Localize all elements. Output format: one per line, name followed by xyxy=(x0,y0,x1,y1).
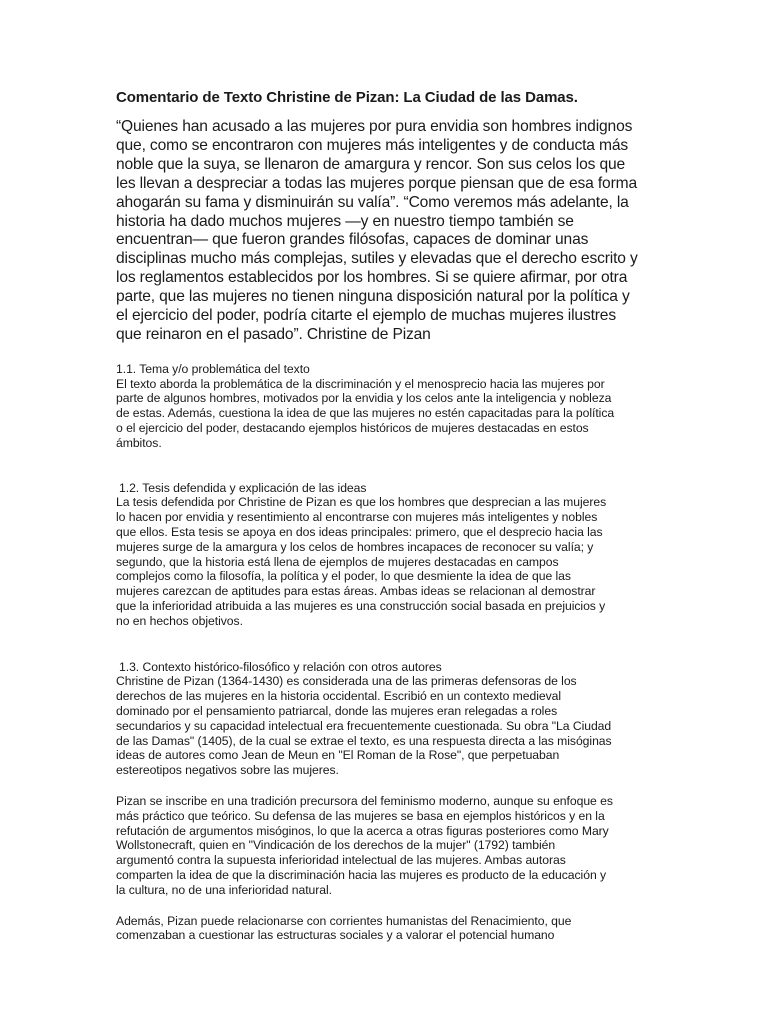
quote-line: el ejercicio del poder, podría citarte el ejemplo de muchas mujeres ilustres xyxy=(116,307,616,325)
quote-line: disciplinas mucho más complejas, sutiles y elevadas que el derecho escrito y xyxy=(116,250,638,268)
body-line: comparten la idea de que la discriminación hacia las mujeres es producto de la educación y xyxy=(116,867,607,882)
body-line: secundarios y su capacidad intelectual era frecuentemente cuestionada. Su obra "La Ciudad xyxy=(116,718,612,733)
document-page xyxy=(116,88,660,943)
body-line: El texto aborda la problemática de la discriminación y el menosprecio hacia las mujeres por xyxy=(116,376,605,391)
quote-line: “Quienes han acusado a las mujeres por pura envidia son hombres indignos xyxy=(116,118,633,135)
body-line: dominado por el pensamiento patriarcal, donde las mujeres eran relegadas a roles xyxy=(116,704,558,719)
body-line: de estas. Además, cuestiona la idea de que las mujeres no estén capacitadas para la política xyxy=(116,406,615,421)
quote-line: que, como se encontraron con mujeres más inteligentes y de conducta más xyxy=(116,136,629,154)
body-line: de las Damas" (1405), de la cual se extrae el texto, es una respuesta directa a las misóginas xyxy=(116,733,612,748)
quote-line: parte, que las mujeres no tienen ninguna disposición natural por la política y xyxy=(116,288,630,306)
body-line: Pizan se inscribe en una tradición precursora del feminismo moderno, aunque su enfoque es xyxy=(116,794,613,808)
section-heading: 1.3. Contexto histórico-filosófico y relación con otros autores xyxy=(119,659,442,674)
body-line: mujeres carezcan de aptitudes para estas áreas. Ambas ideas se relacionan al demostrar xyxy=(116,584,596,599)
body-line: que la inferioridad atribuida a las mujeres es una construcción social basada en prejuicios y xyxy=(116,599,606,614)
body-line: Wollstonecraft, quien en "Vindicación de los derechos de la mujer" (1792) también xyxy=(116,838,556,853)
paragraph-wollstonecraft xyxy=(116,794,660,898)
body-line: más práctico que teórico. Su defensa de las mujeres se basa en ejemplos históricos y en la xyxy=(116,808,605,823)
body-line: segundo, que la historia está llena de ejemplos de mujeres destacadas en campos xyxy=(116,554,559,569)
body-line: argumentó contra la supuesta inferioridad intelectual de las mujeres. Ambas autoras xyxy=(116,853,566,868)
body-line: parte de algunos hombres, motivados por la envidia y los celos ante la inteligencia y nobleza xyxy=(116,391,612,406)
body-line: estereotipos negativos sobre las mujeres. xyxy=(116,763,339,778)
body-line: mujeres surge de la amargura y los celos de hombres incapaces de reconocer su valía; y xyxy=(116,539,594,554)
section-tema xyxy=(116,362,660,451)
body-line: La tesis defendida por Christine de Pizan es que los hombres que desprecian a las mujeres xyxy=(116,495,607,510)
section-tesis xyxy=(116,481,660,629)
quote-line: los reglamentos establecidos por los hombres. Si se quiere afirmar, por otra xyxy=(116,269,628,287)
body-line: que ellos. Esta tesis se apoya en dos ideas principales: primero, que el desprecio hacia las xyxy=(116,525,603,540)
body-line: comenzaban a cuestionar las estructuras sociales y a valorar el potencial humano xyxy=(116,928,555,943)
paragraph-renacimiento xyxy=(116,914,660,944)
section-contexto xyxy=(116,660,660,778)
body-line: complejos como la filosofía, la política y el poder, lo que desmiente la idea de que las xyxy=(116,569,571,584)
quote-paragraph xyxy=(116,118,660,345)
quote-line: encuentran— que fueron grandes filósofas, capaces de dominar unas xyxy=(116,231,589,249)
body-line: ámbitos. xyxy=(116,435,162,450)
body-line: derechos de las mujeres en la historia occidental. Escribió en un contexto medieval xyxy=(116,689,562,704)
body-line: o el ejercicio del poder, destacando ejemplos históricos de mujeres destacadas en estos xyxy=(116,421,589,436)
body-line: la cultura, no de una inferioridad natural. xyxy=(116,882,333,897)
body-line: lo hacen por envidia y resentimiento al encontrarse con mujeres más inteligentes y nobles xyxy=(116,510,598,525)
quote-line: que reinaron en el pasado”. Christine de Pizan xyxy=(116,325,431,343)
document-title: Comentario de Texto Christine de Pizan: La Ciudad de las Damas. xyxy=(116,89,578,106)
body-line: refutación de argumentos misóginos, lo que la acerca a otras figuras posteriores como Mary xyxy=(116,823,609,838)
quote-line: noble que la suya, se llenaron de amargura y rencor. Son sus celos los que xyxy=(116,155,626,173)
body-line: Además, Pizan puede relacionarse con corrientes humanistas del Renacimiento, que xyxy=(116,913,572,928)
quote-line: les llevan a despreciar a todas las mujeres porque piensan que de esa forma xyxy=(116,174,637,192)
body-line: Christine de Pizan (1364-1430) es considerada una de las primeras defensoras de los xyxy=(116,674,577,689)
section-heading: 1.1. Tema y/o problemática del texto xyxy=(116,361,310,376)
body-line: no en hechos objetivos. xyxy=(116,613,243,628)
quote-line: historia ha dado muchos mujeres —y en nuestro tiempo también se xyxy=(116,212,574,230)
body-line: ideas de autores como Jean de Meun en "El Roman de la Rose", que perpetuaban xyxy=(116,748,560,763)
section-heading: 1.2. Tesis defendida y explicación de las ideas xyxy=(119,480,367,495)
quote-line: ahogarán su fama y disminuirán su valía”. “Como veremos más adelante, la xyxy=(116,193,629,211)
